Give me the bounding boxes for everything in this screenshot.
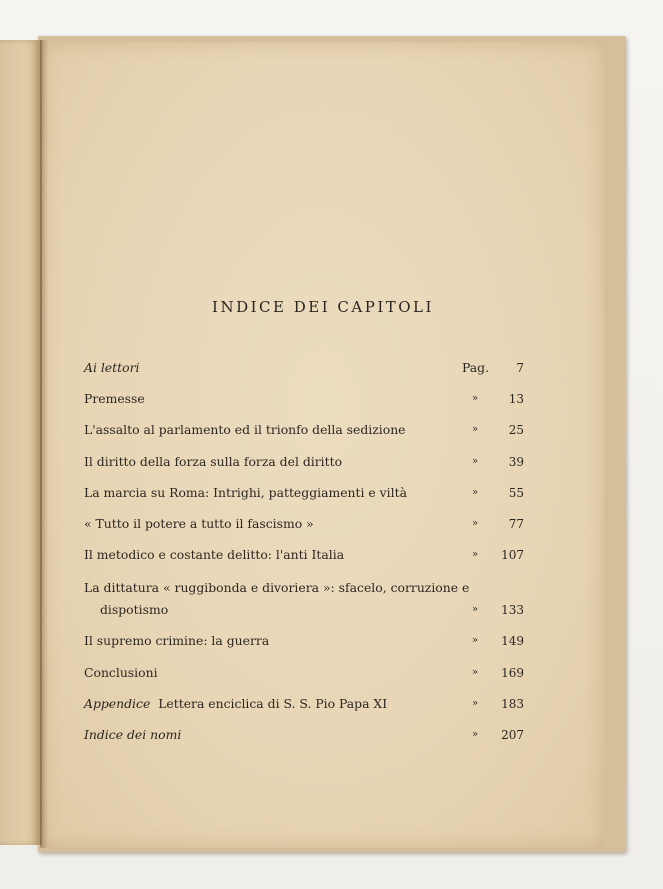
toc-entry-page: 77 — [508, 517, 524, 531]
toc-entry-label-continued: dispotismo — [100, 602, 169, 617]
toc-entry-page: 183 — [501, 697, 524, 711]
toc-entry-marker: » — [472, 698, 479, 709]
toc-entry-marker: » — [472, 635, 479, 646]
toc-entry-marker: » — [472, 604, 479, 615]
toc-entry-marker: Pag. — [462, 360, 490, 375]
toc-entry-label: Il diritto della forza sulla forza del diritto — [84, 454, 343, 469]
toc-entry-page: 25 — [508, 423, 524, 437]
toc-entry-page: 169 — [501, 666, 524, 680]
toc-entry-marker: » — [472, 424, 479, 435]
toc-entry-label: L'assalto al parlamento ed il trionfo della sedizione — [84, 422, 406, 437]
toc-entry-label: Premesse — [84, 391, 145, 406]
toc-entry-label: Conclusioni — [84, 665, 158, 680]
toc-entry-marker: » — [472, 456, 479, 467]
toc-entry-label: La marcia su Roma: Intrighi, patteggiamenti e viltà — [84, 485, 407, 500]
toc-entry-label: « Tutto il potere a tutto il fascismo » — [84, 516, 314, 531]
toc-entry-marker: » — [472, 549, 479, 560]
left-page-edge — [0, 40, 42, 845]
toc-entry-page: 13 — [508, 392, 524, 406]
toc-entry-page: 133 — [501, 603, 524, 617]
toc-entry-marker: » — [472, 518, 479, 529]
toc-entry-marker: » — [472, 667, 479, 678]
toc-entry-section: Appendice — [84, 696, 151, 711]
toc-entry-label-group — [84, 694, 387, 714]
toc-entry-label: Il supremo crimine: la guerra — [84, 633, 270, 648]
contents-page — [42, 42, 604, 848]
toc-entry-page: 149 — [501, 634, 524, 648]
toc-entry-label: La dittatura « ruggibonda e divoriera »: sfacelo, corruzione e — [84, 580, 470, 595]
toc-entry-marker: » — [472, 729, 479, 740]
toc-entry-label: Lettera enciclica di S. S. Pio Papa XI — [158, 696, 388, 711]
toc-entry-page: 39 — [508, 455, 524, 469]
toc-entry-label: Ai lettori — [84, 360, 140, 375]
toc-entry-label: Indice dei nomi — [84, 727, 182, 742]
toc-entry-page: 55 — [508, 486, 524, 500]
toc-entry-page: 7 — [516, 361, 524, 375]
toc-entry-label: Il metodico e costante delitto: l'anti Italia — [84, 547, 345, 562]
toc-entry-marker: » — [472, 393, 479, 404]
toc-entry-page: 207 — [501, 728, 524, 742]
page-title: INDICE DEI CAPITOLI — [212, 298, 434, 316]
toc-entry-page: 107 — [501, 548, 524, 562]
spine-shadow — [40, 40, 48, 848]
toc-entry-marker: » — [472, 487, 479, 498]
